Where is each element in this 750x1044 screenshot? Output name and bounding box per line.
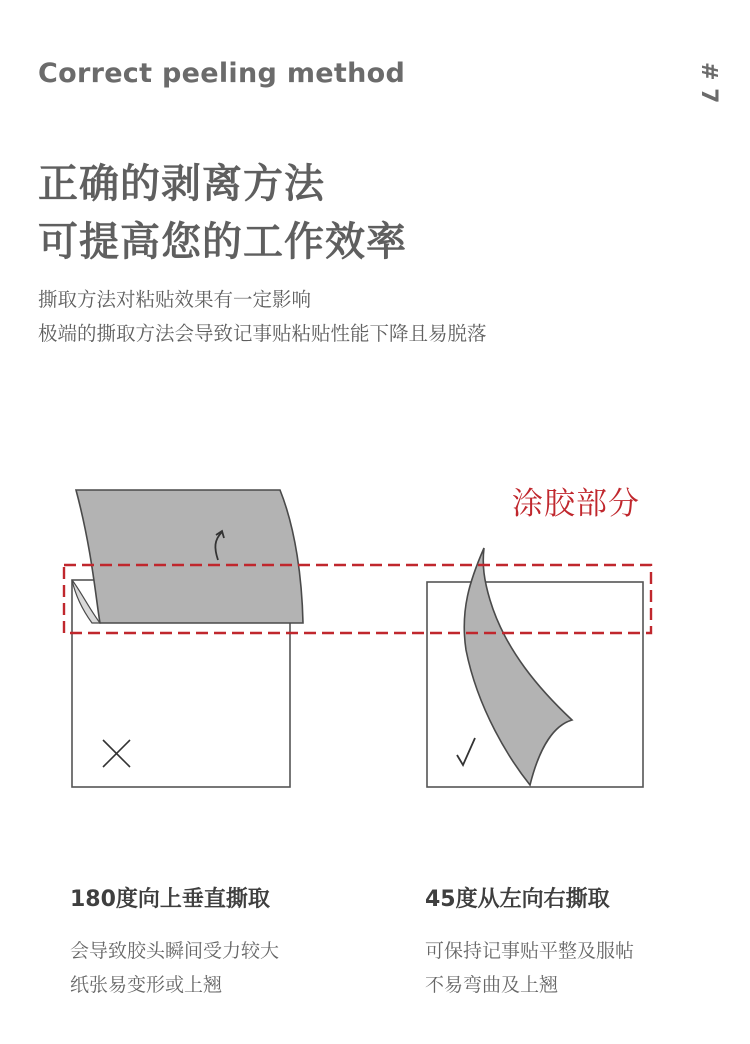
left-caption-line-1: 会导致胶头瞬间受力较大 (70, 940, 280, 962)
glue-area-label: 涂胶部分 (512, 486, 640, 522)
right-caption-line-1: 可保持记事贴平整及服帖 (425, 940, 635, 962)
page-number: # 7 (696, 62, 721, 104)
headline-line-2: 可提高您的工作效率 (38, 219, 407, 265)
left-caption-title: 180度向上垂直撕取 (70, 887, 270, 912)
intro-line-2: 极端的撕取方法会导致记事贴粘贴性能下降且易脱落 (38, 322, 487, 345)
right-caption-line-2: 不易弯曲及上翘 (425, 974, 559, 996)
left-peeled-sheet (76, 490, 303, 623)
left-note-diagram (72, 490, 303, 787)
headline-line-1: 正确的剥离方法 (38, 161, 325, 207)
intro-line-1: 撕取方法对粘贴效果有一定影响 (38, 288, 312, 311)
subtitle-en: Correct peeling method (38, 58, 406, 89)
right-note-diagram (427, 548, 643, 787)
left-caption-line-2: 纸张易变形或上翘 (70, 974, 223, 996)
right-caption-title: 45度从左向右撕取 (425, 887, 610, 912)
